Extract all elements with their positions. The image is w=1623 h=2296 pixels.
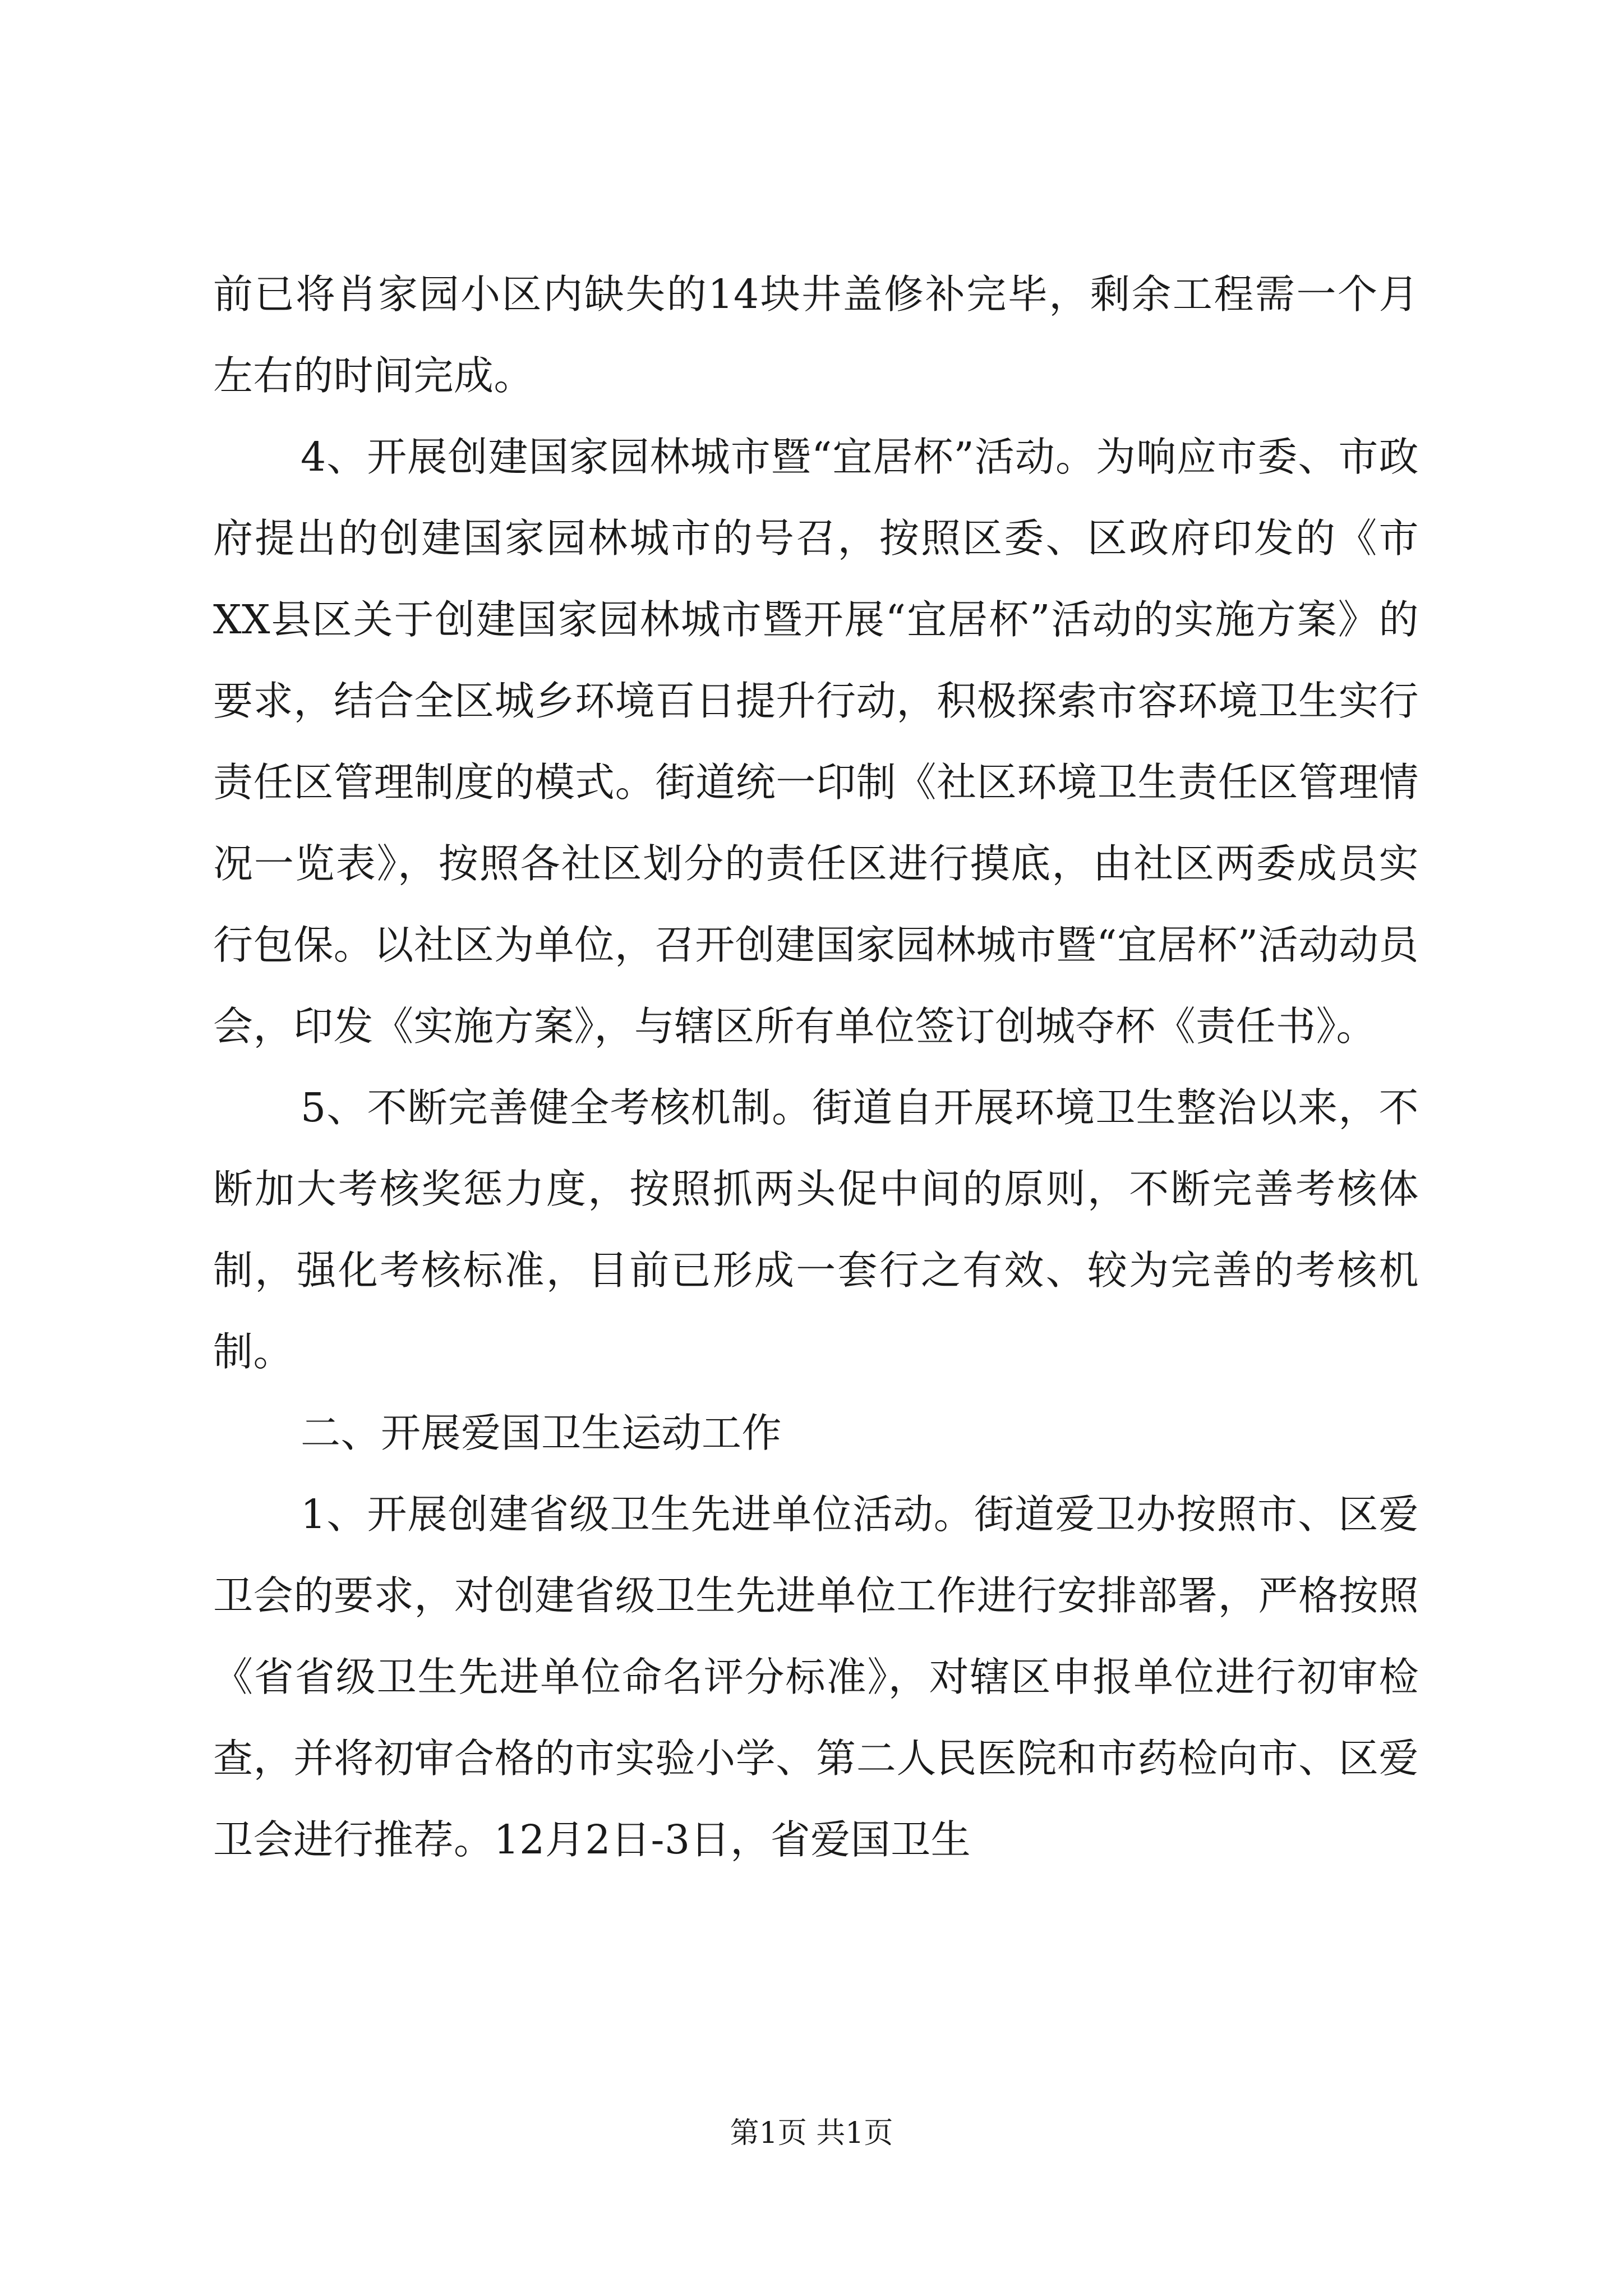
paragraph-item-4: 4、开展创建国家园林城市暨“宜居杯”活动。为响应市委、市政府提出的创建国家园林城市的号召，按照区委、区政府印发的《市XX县区关于创建国家园林城市暨开展“宜居杯”活动的实施方案》的要求，结合全区城乡环境百日提升行动，积极探索市容环境卫生实行责任区管理制度的模式。街道统一印制《社区环境卫生责任区管理情况一览表》，按照各社区划分的责任区进行摸底，由社区两委成员实行包保。以社区为单位，召开创建国家园林城市暨“宜居杯”活动动员会，印发《实施方案》，与辖区所有单位签订创城夺杯《责任书》。 (213, 434, 1419, 1050)
paragraph-item-5: 5、不断完善健全考核机制。街道自开展环境卫生整治以来，不断加大考核奖惩力度，按照抓两头促中间的原则，不断完善考核体制，强化考核标准，目前已形成一套行之有效、较为完善的考核机制。 (213, 1084, 1419, 1375)
document-body (213, 254, 1419, 1880)
paragraph-item-1: 1、开展创建省级卫生先进单位活动。街道爱卫办按照市、区爱卫会的要求，对创建省级卫生先进单位工作进行安排部署，严格按照《省省级卫生先进单位命名评分标准》，对辖区申报单位进行初审检查，并将初审合格的市实验小学、第二人民医院和市药检向市、区爱卫会进行推荐。12月2日-3日，省爱国卫生 (213, 1491, 1419, 1863)
page-footer: 第1页 共1页 (730, 2116, 893, 2150)
section-heading-2: 二、开展爱国卫生运动工作 (301, 1410, 782, 1456)
paragraph-continuation: 前已将肖家园小区内缺失的14块井盖修补完毕，剩余工程需一个月左右的时间完成。 (213, 271, 1419, 399)
